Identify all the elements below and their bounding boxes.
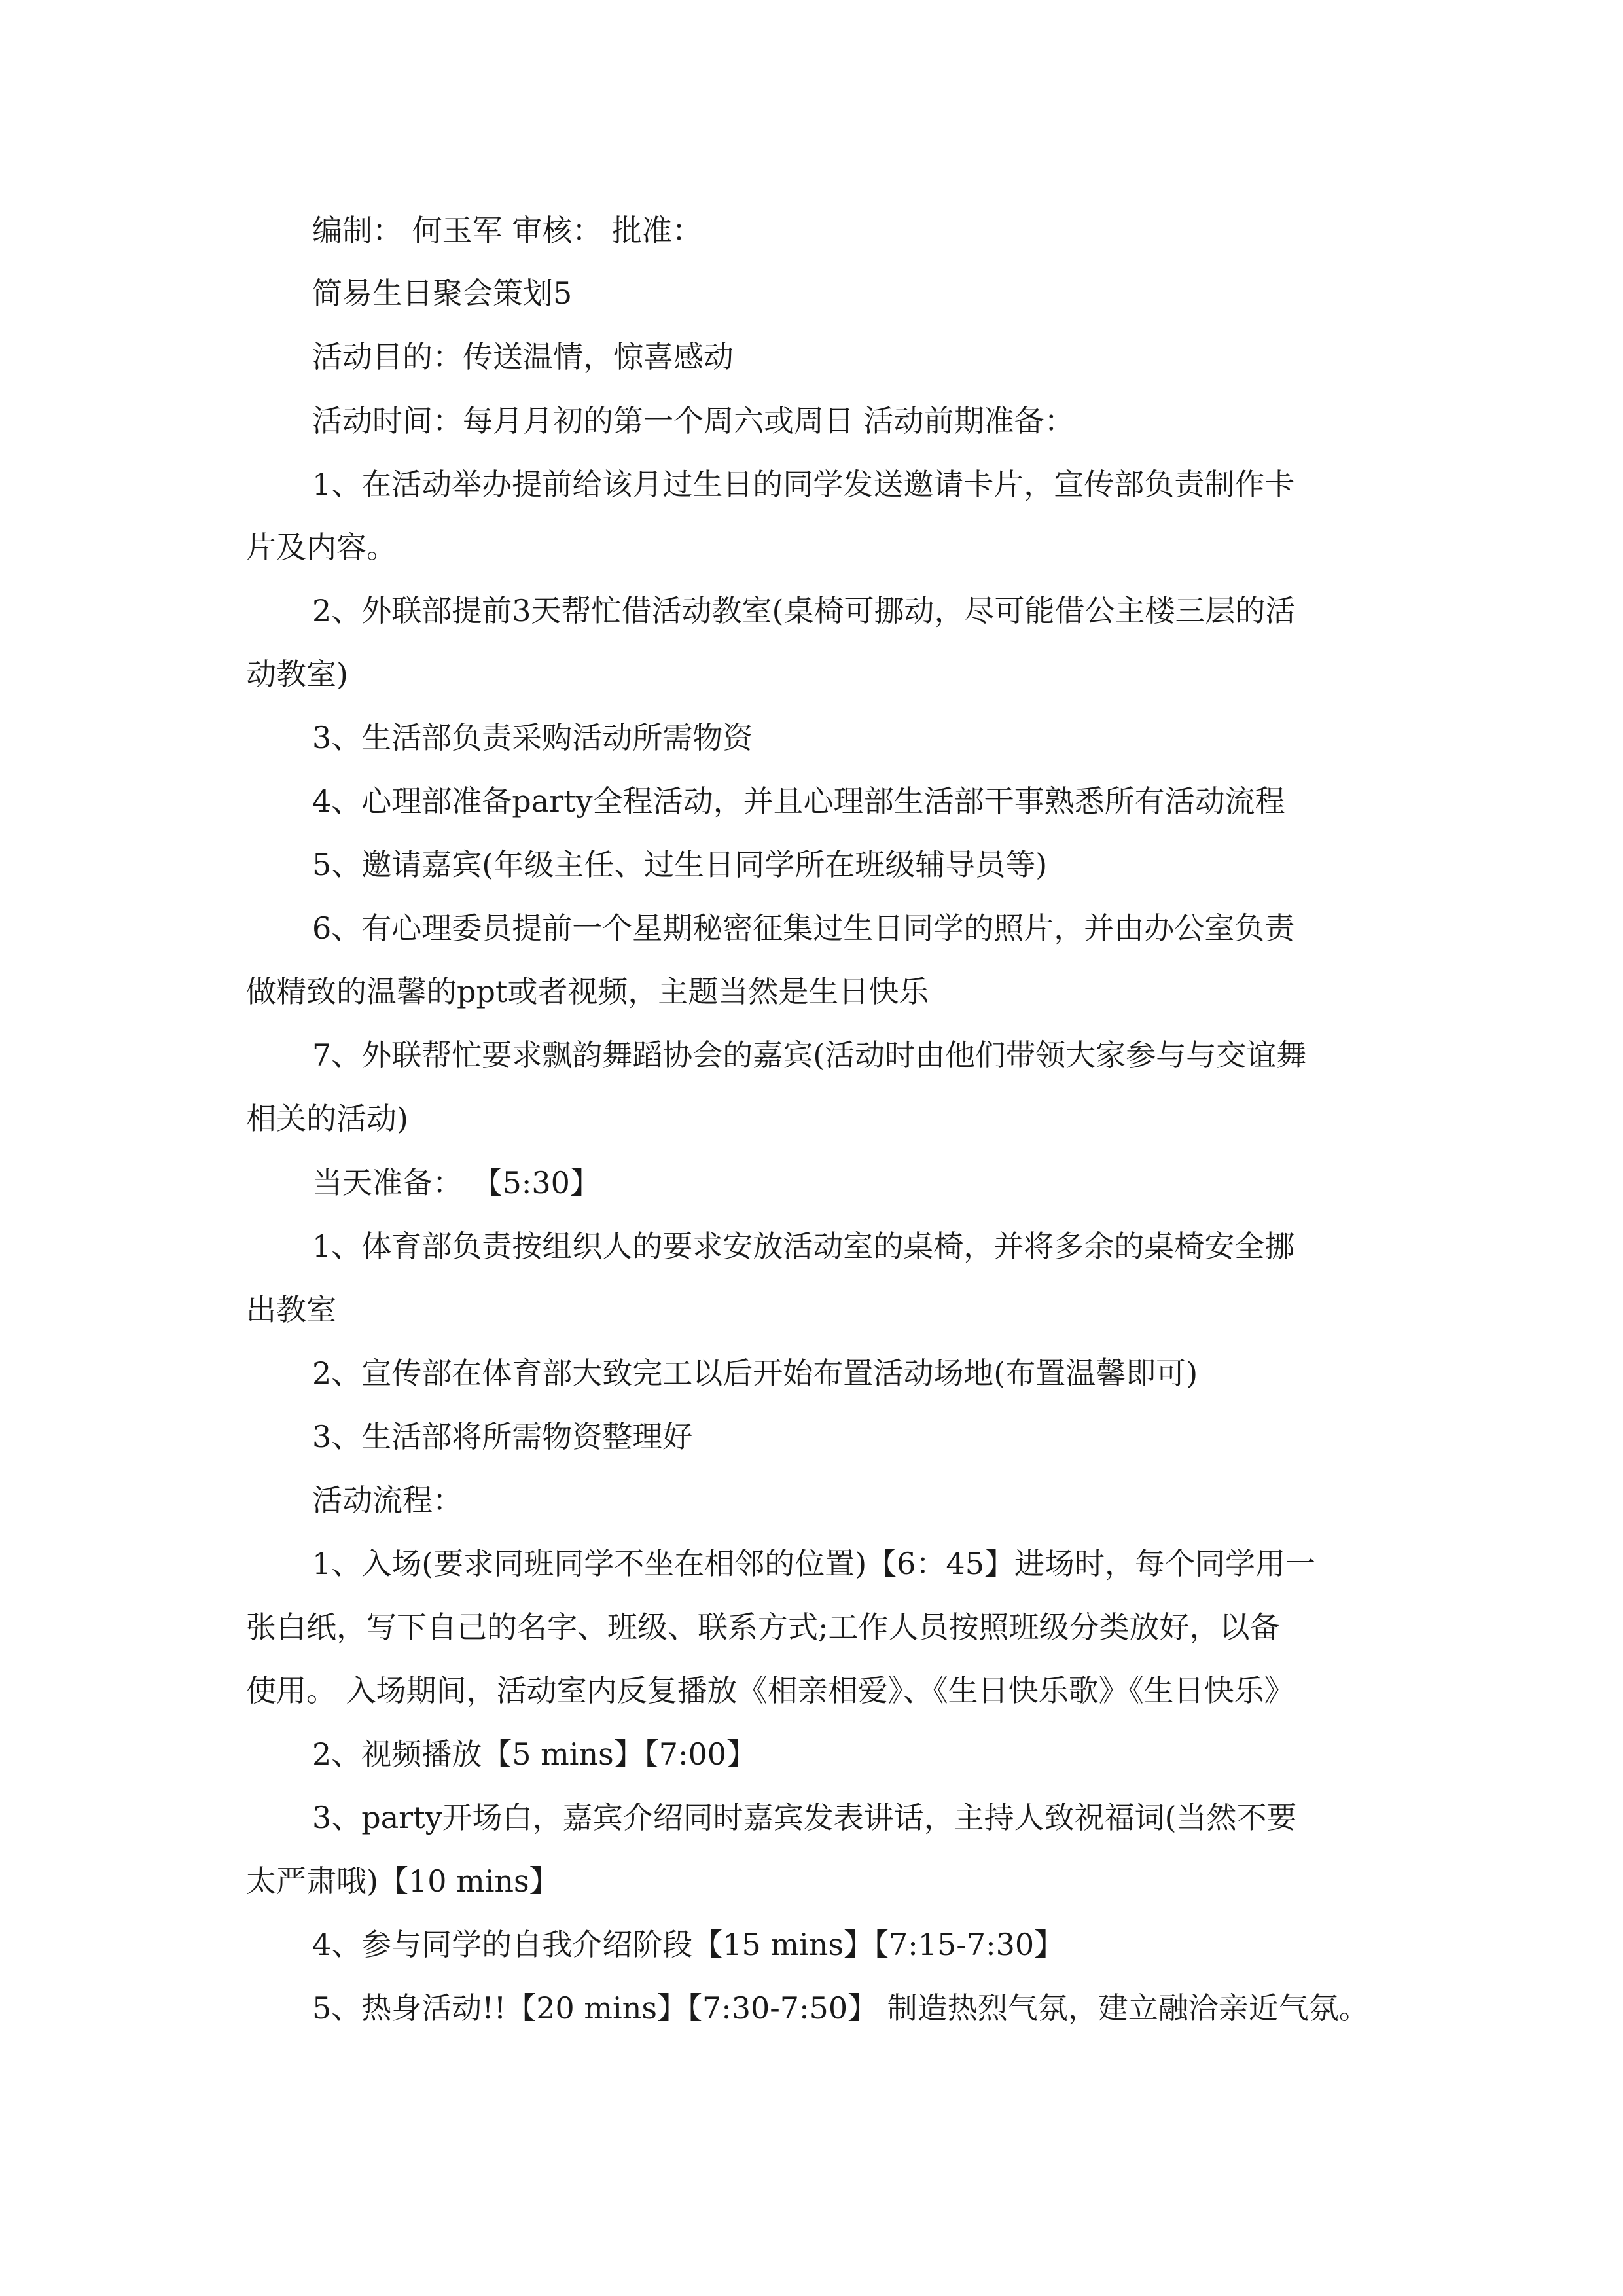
- flow-heading: 活动流程：: [312, 1482, 463, 1518]
- document-title: 简易生日聚会策划5: [312, 276, 573, 311]
- day-prep-item-1: 1、体育部负责按组织人的要求安放活动室的桌椅，并将多余的桌椅安全挪: [312, 1229, 1295, 1264]
- prep-item-1: 1、在活动举办提前给该月过生日的同学发送邀请卡片，宣传部负责制作卡: [312, 467, 1295, 502]
- prep-item-2-cont: 动教室): [246, 656, 348, 692]
- prep-item-3: 3、生活部负责采购活动所需物资: [312, 720, 753, 755]
- day-prep-item-1-cont: 出教室: [246, 1292, 336, 1327]
- flow-item-3-cont: 太严肃哦)【10 mins】: [246, 1863, 560, 1899]
- activity-purpose: 活动目的：传送温情，惊喜感动: [312, 339, 734, 374]
- flow-item-1-cont2: 使用。 入场期间，活动室内反复播放《相亲相爱》、《生日快乐歌》《生日快乐》: [246, 1673, 1294, 1708]
- prep-item-6: 6、有心理委员提前一个星期秘密征集过生日同学的照片，并由办公室负责: [312, 910, 1295, 946]
- prep-item-5: 5、邀请嘉宾(年级主任、过生日同学所在班级辅导员等): [312, 847, 1048, 882]
- prep-item-1-cont: 片及内容。: [246, 529, 397, 565]
- day-prep-item-3: 3、生活部将所需物资整理好: [312, 1419, 693, 1454]
- flow-item-1: 1、入场(要求同班同学不坐在相邻的位置)【6：45】进场时，每个同学用一: [312, 1546, 1315, 1581]
- flow-item-2: 2、视频播放【5 mins】【7:00】: [312, 1736, 757, 1772]
- sign-off-line: 编制： 何玉军 审核： 批准：: [312, 213, 702, 248]
- activity-time: 活动时间：每月月初的第一个周六或周日 活动前期准备：: [312, 403, 1075, 439]
- flow-item-3: 3、party开场白，嘉宾介绍同时嘉宾发表讲话，主持人致祝福词(当然不要: [312, 1800, 1297, 1835]
- flow-item-1-cont: 张白纸，写下自己的名字、班级、联系方式;工作人员按照班级分类放好，以备: [246, 1609, 1280, 1645]
- prep-item-4: 4、心理部准备party全程活动，并且心理部生活部干事熟悉所有活动流程: [312, 783, 1285, 819]
- flow-item-4: 4、参与同学的自我介绍阶段【15 mins】【7:15-7:30】: [312, 1927, 1065, 1962]
- prep-item-6-cont: 做精致的温馨的ppt或者视频，主题当然是生日快乐: [246, 974, 929, 1009]
- prep-item-2: 2、外联部提前3天帮忙借活动教室(桌椅可挪动，尽可能借公主楼三层的活: [312, 593, 1296, 628]
- day-prep-heading: 当天准备： 【5:30】: [312, 1165, 600, 1200]
- prep-item-7: 7、外联帮忙要求飘韵舞蹈协会的嘉宾(活动时由他们带领大家参与与交谊舞: [312, 1037, 1307, 1073]
- prep-item-7-cont: 相关的活动): [246, 1101, 408, 1136]
- day-prep-item-2: 2、宣传部在体育部大致完工以后开始布置活动场地(布置温馨即可): [312, 1355, 1198, 1391]
- flow-item-5: 5、热身活动!!【20 mins】【7:30-7:50】 制造热烈气氛，建立融洽亲近气氛。: [312, 1990, 1369, 2026]
